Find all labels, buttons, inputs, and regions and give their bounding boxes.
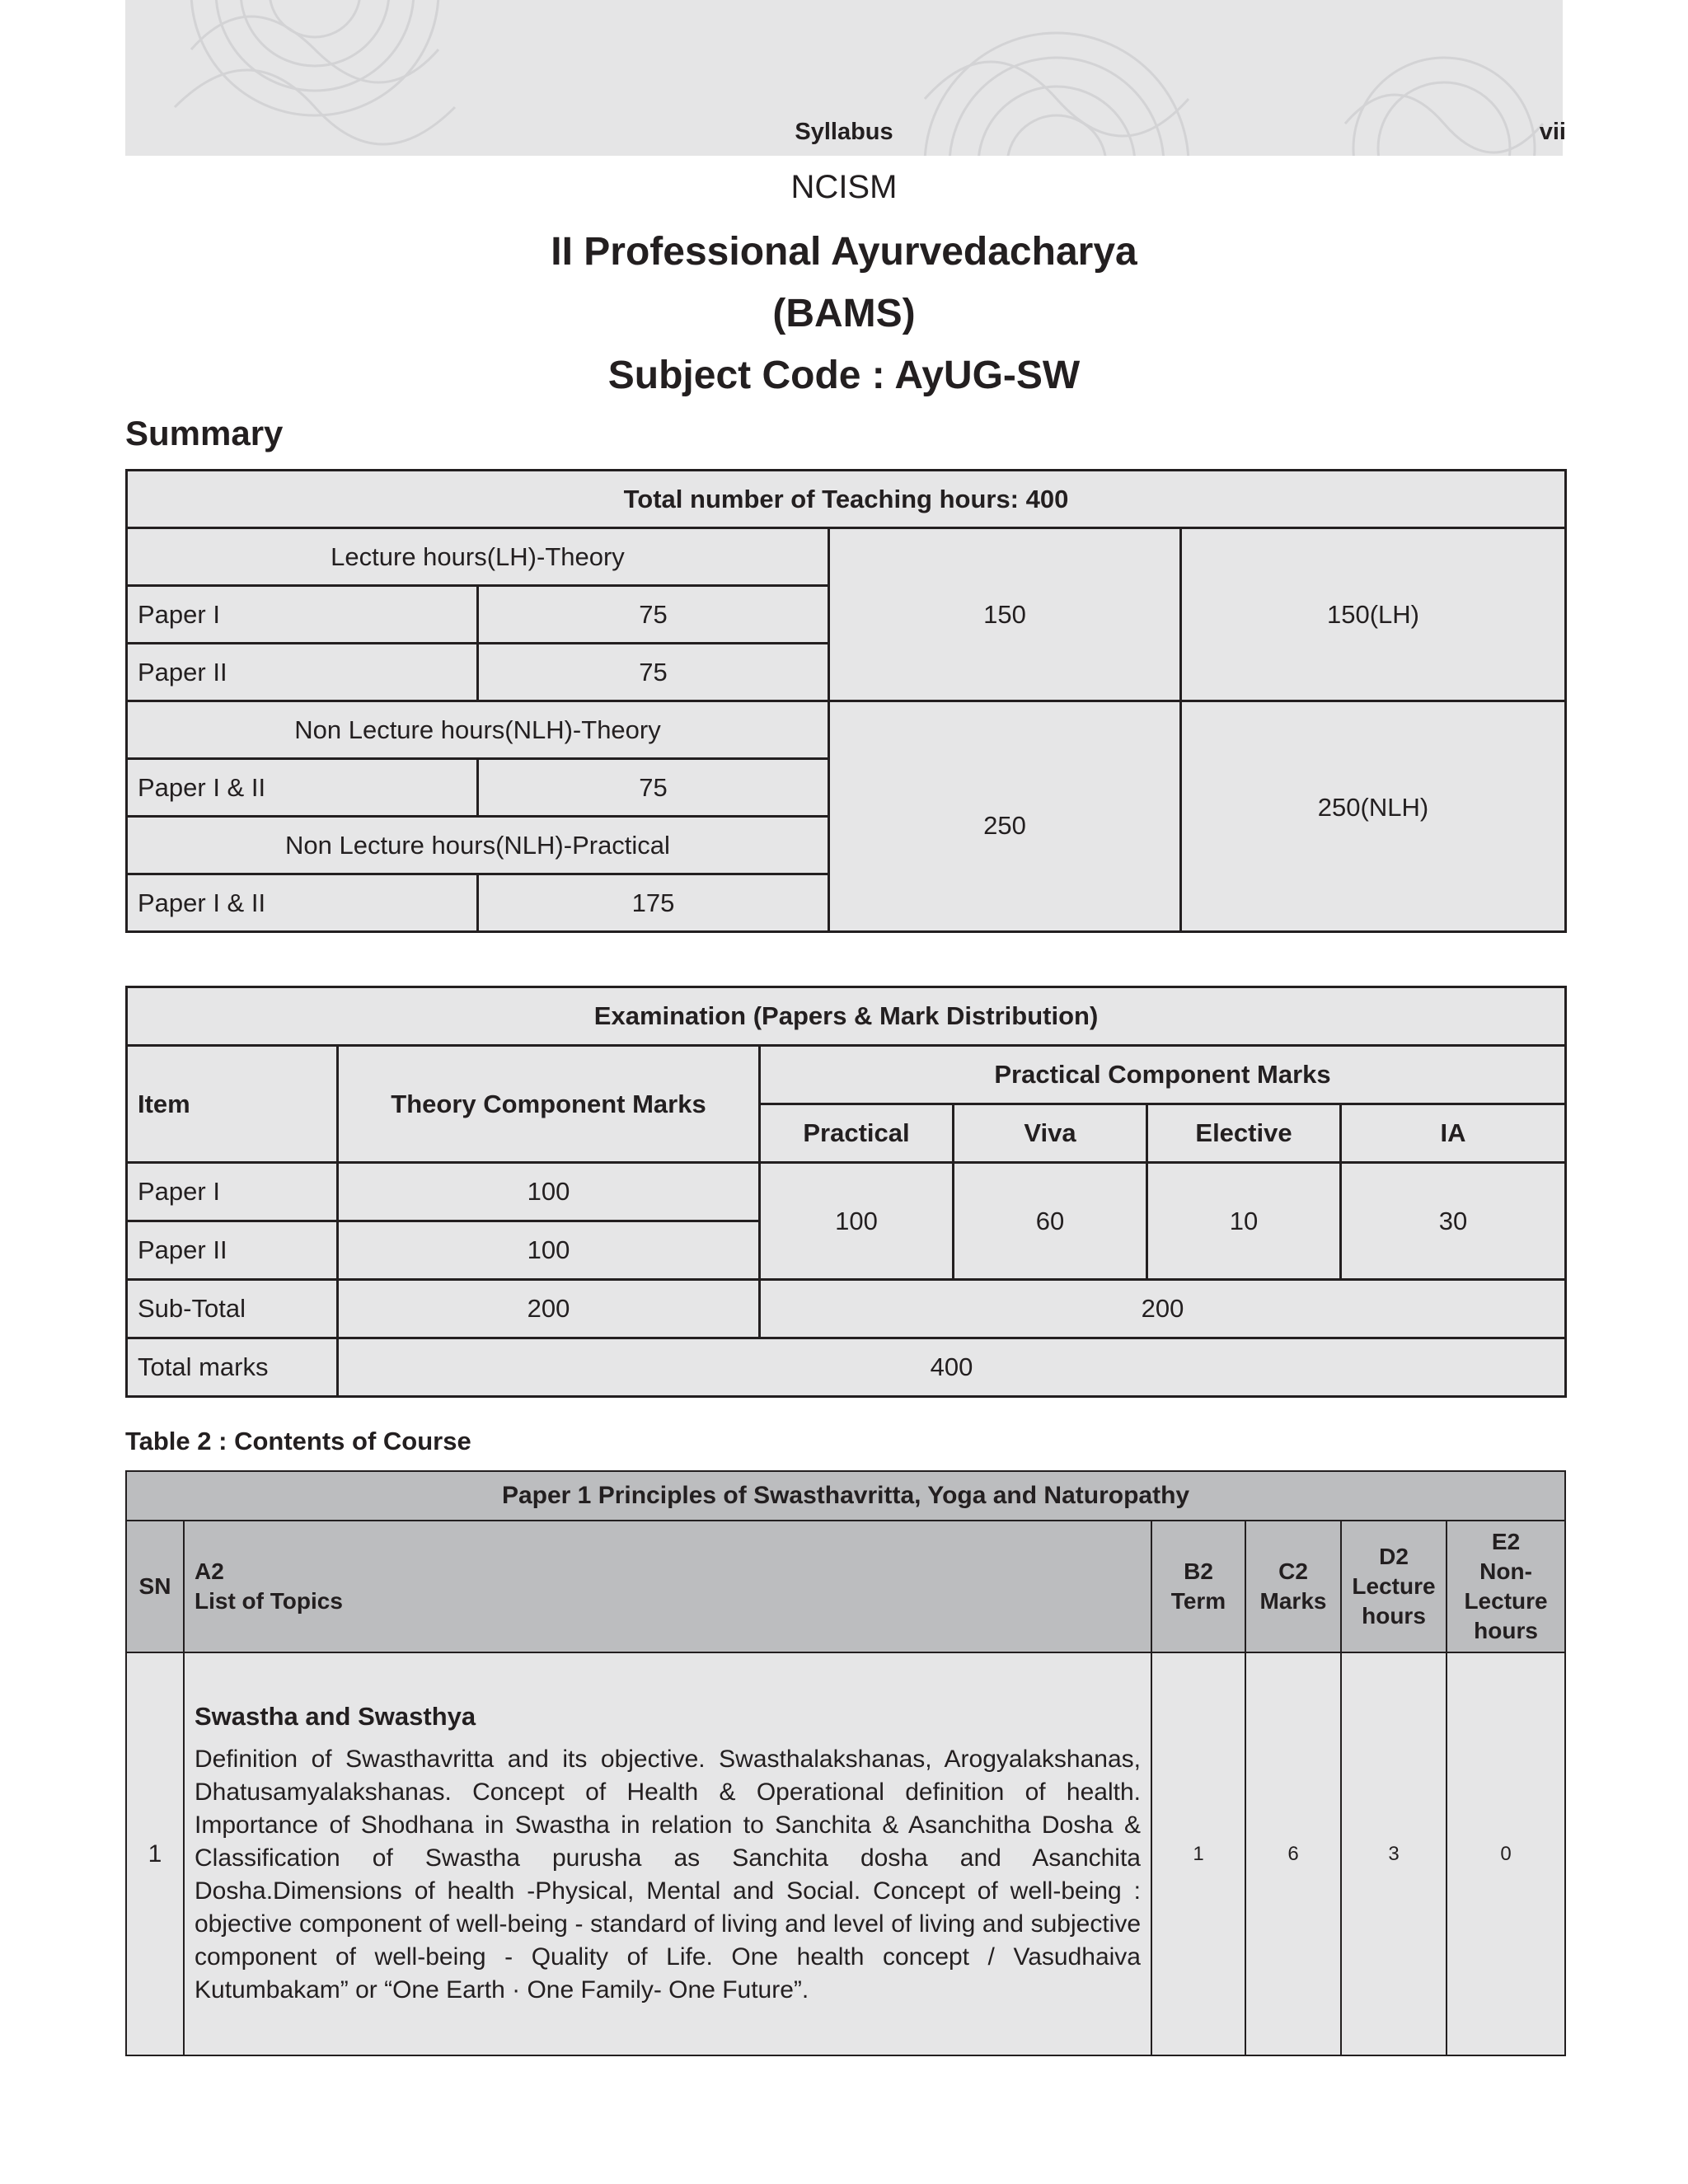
- column-header: Theory Component Marks: [338, 1046, 760, 1163]
- column-code: B2: [1184, 1558, 1213, 1584]
- practical-marks: 100: [760, 1163, 954, 1280]
- theory-marks: 100: [338, 1163, 760, 1221]
- table-title: Examination (Papers & Mark Distribution): [127, 987, 1566, 1046]
- total-marks: 400: [338, 1338, 1566, 1397]
- ia-marks: 30: [1341, 1163, 1566, 1280]
- examination-table: [125, 986, 1567, 1398]
- section-label: Non Lecture hours(NLH)-Practical: [127, 817, 829, 874]
- course-contents-table: [125, 1470, 1566, 2056]
- marks-value: 6: [1245, 1652, 1341, 2055]
- column-header: IA: [1341, 1104, 1566, 1163]
- row-label: Paper I: [127, 1163, 338, 1221]
- table-row: [127, 1046, 1566, 1104]
- topic-description: Definition of Swasthavritta and its objective. Swasthalakshanas, Arogyalakshanas, Dhatusamyalakshanas. Concept of Health & Operational definition of health. Importance of Shodhana in Swastha in relation to Sanchita & Asanchitha Dosha & Classification of Swastha purusha as Sanchita dosha and Asanchita Dosha.Dimensions of health -Physical, Mental and Social. Concept of well-being : objective component of well-being - standard of living and level of living and subjective component of well-being - Quality of Life. One health concept / Vasudhaiva Kutumbakam” or “One Earth · One Family- One Future”.: [195, 1745, 1141, 2004]
- hours-value: 75: [478, 644, 829, 701]
- hours-value: 75: [478, 759, 829, 817]
- paper-label: Paper I & II: [127, 874, 478, 932]
- column-header: Practical: [760, 1104, 954, 1163]
- table-row: [126, 1521, 1565, 1652]
- column-group-header: Practical Component Marks: [760, 1046, 1566, 1104]
- column-label: Lecture: [1352, 1573, 1436, 1599]
- row-label: Total marks: [127, 1338, 338, 1397]
- section-label: Lecture hours(LH)-Theory: [127, 528, 829, 586]
- column-header: [184, 1521, 1151, 1652]
- hours-value: 75: [478, 586, 829, 644]
- topic-cell: [184, 1652, 1151, 2055]
- hours-value: 175: [478, 874, 829, 932]
- table-row: [126, 1652, 1565, 2055]
- table-title: Paper 1 Principles of Swasthavritta, Yoga and Naturopathy: [126, 1471, 1565, 1521]
- column-header: Item: [127, 1046, 338, 1163]
- table-row: [127, 471, 1566, 528]
- running-header-title: Syllabus: [795, 119, 893, 145]
- column-label: Non-: [1479, 1558, 1532, 1584]
- column-code: D2: [1379, 1544, 1409, 1569]
- column-code: A2: [195, 1558, 224, 1584]
- column-label: Marks: [1259, 1588, 1327, 1614]
- topic-title: Swastha and Swasthya: [195, 1701, 476, 1731]
- course-title: II Professional Ayurvedacharya: [551, 230, 1137, 274]
- table-row: [126, 1471, 1565, 1521]
- summary-heading: Summary: [125, 414, 284, 452]
- table-row: [127, 987, 1566, 1046]
- row-label: Paper II: [127, 1221, 338, 1280]
- section-label: Non Lecture hours(NLH)-Theory: [127, 701, 829, 759]
- column-code: C2: [1278, 1558, 1308, 1584]
- non-lecture-hours-value: 0: [1447, 1652, 1565, 2055]
- paper-label: Paper II: [127, 644, 478, 701]
- column-header: Viva: [954, 1104, 1147, 1163]
- elective-marks: 10: [1147, 1163, 1341, 1280]
- row-label: Sub-Total: [127, 1280, 338, 1338]
- practical-subtotal: 200: [760, 1280, 1566, 1338]
- term-value: 1: [1151, 1652, 1245, 2055]
- teaching-hours-table: [125, 469, 1567, 933]
- column-header: [1341, 1521, 1447, 1652]
- table-title: Total number of Teaching hours: 400: [127, 471, 1566, 528]
- lecture-hours-value: 3: [1341, 1652, 1447, 2055]
- paper-label: Paper I: [127, 586, 478, 644]
- subject-code: Subject Code : AyUG-SW: [607, 354, 1081, 397]
- viva-marks: 60: [954, 1163, 1147, 1280]
- column-header: [1245, 1521, 1341, 1652]
- column-label: Lecture: [1464, 1588, 1548, 1614]
- column-header: Elective: [1147, 1104, 1341, 1163]
- column-label: List of Topics: [195, 1588, 343, 1614]
- course-abbrev: (BAMS): [772, 292, 916, 335]
- nlh-subtotal: 250: [829, 701, 1181, 932]
- column-header: [1151, 1521, 1245, 1652]
- table-row: [127, 1280, 1566, 1338]
- table-row: [127, 1163, 1566, 1221]
- table-row: [127, 528, 1566, 586]
- column-code: E2: [1491, 1529, 1521, 1554]
- column-label: Term: [1170, 1588, 1226, 1614]
- lh-total: 150(LH): [1181, 528, 1566, 701]
- page-number: vii: [1539, 119, 1566, 145]
- column-header: SN: [126, 1521, 184, 1652]
- column-header: [1447, 1521, 1565, 1652]
- theory-subtotal: 200: [338, 1280, 760, 1338]
- lh-subtotal: 150: [829, 528, 1181, 701]
- theory-marks: 100: [338, 1221, 760, 1280]
- column-label: hours: [1474, 1618, 1538, 1643]
- table-row: [127, 1338, 1566, 1397]
- nlh-total: 250(NLH): [1181, 701, 1566, 932]
- serial-number: 1: [126, 1652, 184, 2055]
- column-label: hours: [1362, 1603, 1426, 1629]
- table-row: [127, 701, 1566, 759]
- paper-label: Paper I & II: [127, 759, 478, 817]
- org-heading: NCISM: [790, 169, 898, 205]
- table-caption: Table 2 : Contents of Course: [125, 1427, 471, 1455]
